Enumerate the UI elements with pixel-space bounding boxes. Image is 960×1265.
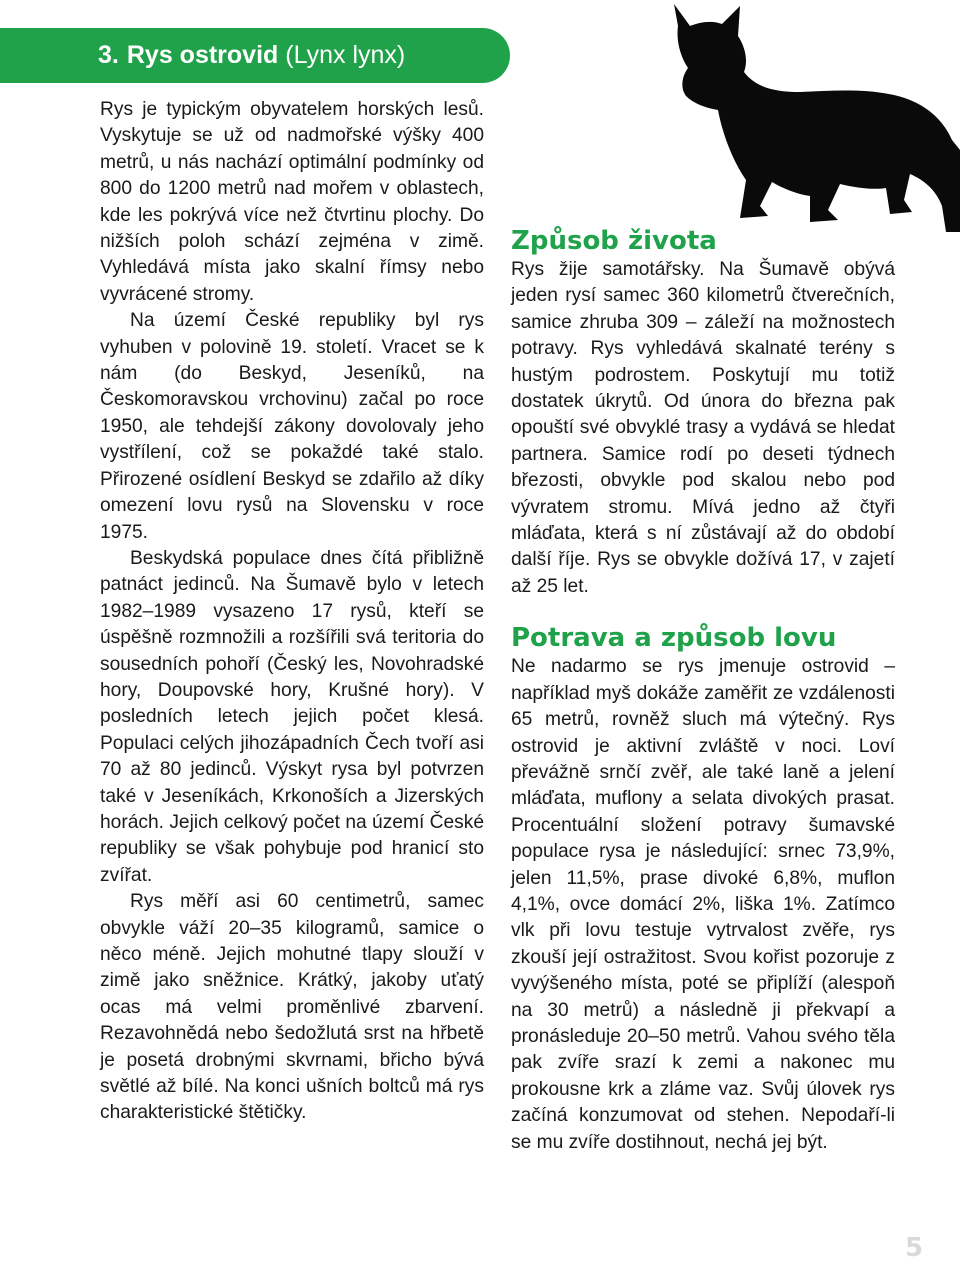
heading-way-of-life: Způsob života <box>511 226 717 256</box>
page-number: 5 <box>905 1233 924 1263</box>
chapter-number: 3. <box>98 41 119 69</box>
paragraph-way-of-life: Rys žije samotářsky. Na Šumavě obývá jeden rysí samec 360 kilometrů čtverečních, samice zhruba 309 – záleží na možnostech potravy. Rys vyhledává skalnaté terény s hustým podrostem. Poskytují mu totiž dostatek úkrytů. Od února do března pak opouští své obvyklé trasy a vydává se hledat partnera. Samice rodí po deseti týdnech březosti, obvykle pod skalou nebo pod vývratem stromu. Mívá jedno až čtyři mláďata, která s ní zůstávají až do období další říje. Rys se obvykle dožívá 17, v zajetí až 25 let. <box>511 259 895 597</box>
left-column <box>100 97 484 1127</box>
paragraph-description: Rys měří asi 60 centimetrů, samec obvykle váží 20–35 kilogramů, samice o něco méně. Jejich mohutné tlapy slouží v zimě jako sněžnice. Krátký, jakoby uťatý ocas má velmi proměnlivé zbarvení. Rezavohnědá nebo šedožlutá srst na hřbetě je posetá drobnými skvrnami, břicho bývá světlé až bílé. Na konci ušních boltců má rys charakteristické štětičky. <box>100 891 484 1124</box>
paragraph-food-and-hunting: Ne nadarmo se rys jmenuje ostrovid – například myš dokáže zaměřit ze vzdálenosti 65 metrů, rovněž sluch má výtečný. Rys ostrovid je aktivní zvláště v noci. Loví převážně srnčí zvěř, ale také laně a jelení mláďata, muflony a selata divokých prasat. Procentuální složení potravy šumavské populace rysa je následující: srnec 73,9%, jelen 11,5%, prase divoké 6,8%, muflon 4,1%, ovce domácí 2%, liška 1%. Zatímco vlk při lovu testuje vytrvalost zvěře, rys zkouší její ostražitost. Svou kořist pozoruje z vyvýšeného místa, poté se připlíží (alespoň na 30 metrů) a následně ji překvapí a pronásleduje 20–50 metrů. Vahou svého těla pak zvíře srazí k zemi a nakonec mu prokousne krk a zláme vaz. Svůj úlovek rys začíná konzumovat od stehen. Nepodaří-li se mu zvíře dostihnout, nechá jej být. <box>511 656 895 1153</box>
paragraph-population: Beskydská populace dnes čítá přibližně patnáct jedinců. Na Šumavě bylo v letech 1982–1989 vysazeno 17 rysů, kteří se úspěšně rozmnožili a rozšířili svá teritoria do sousedních pohoří (Český les, Novohradské hory, Doupovské hory, Krušné hory). V posledních letech jejich počet klesá. Populaci celých jihozápadních Čech tvoří asi 70 až 80 jedinců. Výskyt rysa byl potvrzen také v Jeseníkách, Krkonoších a Jizerských horách. Jejich celkový počet na území České republiky se však pohybuje pod hranicí sto zvířat. <box>100 547 484 886</box>
right-column <box>511 225 895 1156</box>
heading-food-and-hunting: Potrava a způsob lovu <box>511 623 837 654</box>
chapter-latin-name: (Lynx lynx) <box>285 41 406 69</box>
paragraph-history: Na území České republiky byl rys vyhuben v polovině 19. století. Vracet se k nám (do Beskyd, Jeseníků, na Českomoravskou vrchovinu) začal po roce 1950, ale tehdejší zákony dovolovaly jeho vystřílení, což se pokaždé také stalo. Přirozené osídlení Beskyd se zdařilo až díky omezení lovu rysů na Slovensku v roce 1975. <box>100 310 484 543</box>
paragraph-habitat: Rys je typickým obyvatelem horských lesů. Vyskytuje se už od nadmořské výšky 400 metrů, u nás nachází optimální podmínky od 800 do 1200 metrů nad mořem v oblastech, kde les pokrývá více než čtvrtinu plochy. Do nižších poloh schází zejména v zimě. Vyhledává místa jako skalní římsy nebo vyvrácené stromy. <box>100 99 484 305</box>
lynx-silhouette-icon <box>660 0 960 232</box>
title-bar <box>0 28 510 83</box>
chapter-title: Rys ostrovid <box>126 41 279 69</box>
